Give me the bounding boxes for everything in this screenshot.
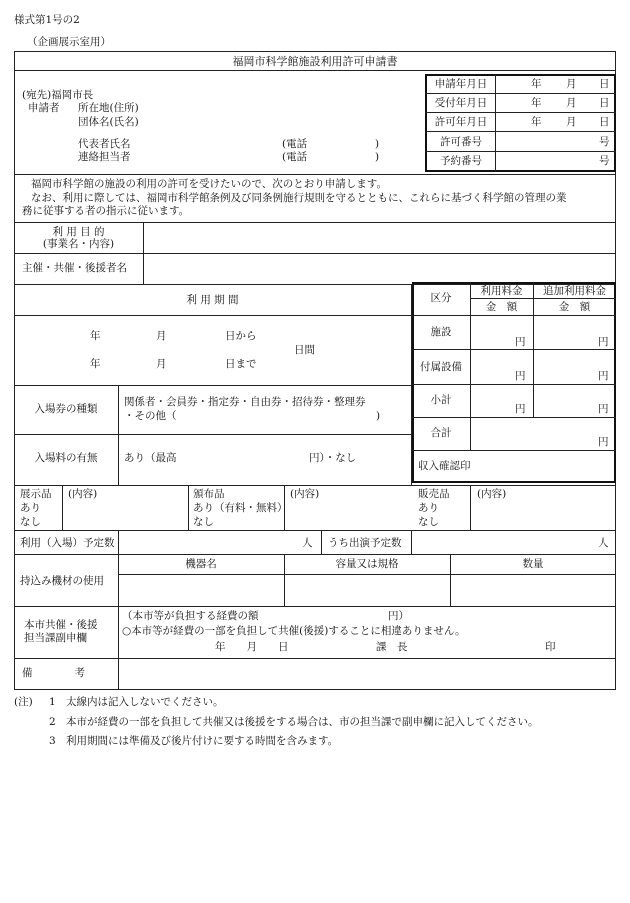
equipment-label: 持込み機材の使用 (20, 575, 104, 587)
facility-label: 施設 (430, 326, 452, 338)
day-unit: 日 (599, 78, 610, 90)
apply-date-label: 申請年月日 (434, 78, 488, 90)
ticket-type-label: 入場券の種類 (34, 403, 98, 415)
subtotal-label: 小計 (430, 394, 452, 406)
yen-unit: 円 (515, 370, 526, 382)
usage-fee-label: 利用料金 (480, 285, 523, 297)
sale-label: 販売品 (418, 488, 450, 500)
note-text: 利用期間には準備及び後片付けに要する時間を含みます。 (66, 735, 339, 747)
cosponsor-declaration: ○本市等が経費の一部を負担して共催(後援)することに相違ありません。 (122, 625, 466, 637)
applicant-label: 申請者 (28, 102, 60, 114)
ticket-fee-suffix: 円）・なし (309, 452, 357, 464)
exhibit-no: なし (20, 516, 41, 528)
month-unit: 月 (566, 97, 577, 109)
year-unit: 年 (531, 78, 542, 90)
yen-unit: 円 (598, 403, 609, 415)
additional-fee-label: 追加利用料金 (543, 285, 606, 297)
person-unit: 人 (302, 537, 313, 549)
month-unit: 月 (156, 330, 167, 342)
sale-content-label: (内容) (477, 488, 507, 500)
phone-label: (電話 (282, 138, 308, 150)
year-unit: 年 (90, 330, 101, 342)
sale-no: なし (418, 516, 439, 528)
from-label: 日から (225, 330, 257, 342)
month-unit: 月 (566, 116, 577, 128)
statement-line: 務に従事する者の指示に従います。 (22, 205, 190, 217)
permit-date-label: 許可年月日 (434, 116, 488, 128)
representative-label: 代表者氏名 (78, 138, 131, 150)
year-unit: 年 (90, 358, 101, 370)
note-number: 1 (49, 696, 56, 708)
year-unit: 年 (531, 116, 542, 128)
ticket-type-options: 関係者・会員券・指定券・自由券・招待券・整理券 (124, 396, 366, 408)
cosponsor-sublabel: 担当課副申欄 (24, 632, 87, 644)
ticket-fee-text: あり（最高 (124, 452, 177, 464)
yen-unit: 円 (515, 403, 526, 415)
receipt-date-label: 受付年月日 (434, 97, 488, 109)
receipt-stamp-label: 収入確認印 (418, 460, 471, 472)
yen-unit: 円 (598, 370, 609, 382)
address-label: 所在地(住所) (78, 102, 139, 114)
number-suffix: 号 (599, 136, 610, 148)
fee-category-label: 区分 (430, 292, 452, 304)
purpose-label: 利 用 目 的 (52, 226, 105, 238)
statement-line: なお、利用に際しては、福岡市科学館条例及び同条例施行規則を守るとともに、これらに基づく科学館の管理の業 (31, 192, 567, 204)
reservation-number-label: 予約番号 (440, 155, 482, 167)
quantity-header: 数量 (522, 558, 544, 570)
yen-unit: 円 (515, 336, 526, 348)
amount-label: 金 額 (558, 301, 591, 313)
org-name-label: 団体名(氏名) (78, 116, 139, 128)
distribution-content-label: (内容) (290, 488, 320, 500)
ticket-fee-label: 入場料の有無 (34, 452, 98, 464)
cosponsor-cost-text: （本市等が負担する経費の額 (122, 610, 259, 622)
number-suffix: 号 (599, 155, 610, 167)
seal-label: 印 (545, 641, 556, 653)
cosponsor-cost-close: 円） (388, 610, 409, 622)
phone-close: ) (375, 151, 380, 163)
day-unit: 日 (599, 116, 610, 128)
phone-label: (電話 (282, 151, 308, 163)
distribution-label: 頒布品 (193, 488, 225, 500)
form-number: 様式第1号の2 (14, 14, 80, 26)
distribution-no: なし (193, 516, 214, 528)
note-number: 2 (49, 716, 56, 728)
note-text: 本市が経費の一部を負担して共催又は後援をする場合は、市の担当課で副申欄に記入してください。 (66, 716, 539, 728)
exhibit-label: 展示品 (20, 488, 52, 500)
year-unit: 年 (531, 97, 542, 109)
capacity-header: 容量又は規格 (335, 558, 399, 570)
purpose-sublabel: (事業名・内容) (42, 238, 115, 250)
permit-number-label: 許可番号 (440, 136, 482, 148)
period-label: 利 用 期 間 (186, 294, 239, 306)
cosponsor-label: 本市共催・後援 (24, 619, 98, 631)
distribution-yes: あり（有料・無料） (193, 502, 288, 514)
exhibit-content-label: (内容) (68, 488, 98, 500)
sale-yes: あり (418, 502, 439, 514)
sponsor-label: 主催・共催・後援者名 (22, 262, 127, 274)
yen-unit: 円 (598, 436, 609, 448)
notes-label: (注) (14, 696, 33, 708)
days-label: 日間 (294, 344, 315, 356)
phone-close: ) (375, 138, 380, 150)
yen-unit: 円 (598, 336, 609, 348)
contact-person-label: 連絡担当者 (78, 151, 131, 163)
attendance-label: 利用（入場）予定数 (20, 537, 115, 549)
note-number: 3 (49, 735, 56, 747)
equipment-fee-label: 付属設備 (420, 361, 462, 373)
note-text: 太線内は記入しないでください。 (66, 696, 224, 708)
month-unit: 月 (156, 358, 167, 370)
amount-label: 金 額 (485, 301, 518, 313)
performer-count-label: うち出演予定数 (328, 537, 402, 549)
to-label: 日まで (225, 358, 257, 370)
remarks-label: 備 考 (22, 667, 85, 679)
total-label: 合計 (430, 427, 452, 439)
form-type: （企画展示室用） (27, 36, 111, 48)
section-chief-label: 課 長 (376, 641, 408, 653)
statement-line: 福岡市科学館の施設の利用の許可を受けたいので、次のとおり申請します。 (31, 178, 387, 190)
month-unit: 月 (566, 78, 577, 90)
exhibit-yes: あり (20, 502, 41, 514)
device-name-header: 機器名 (185, 558, 217, 570)
day-unit: 日 (599, 97, 610, 109)
person-unit: 人 (598, 537, 609, 549)
form-title: 福岡市科学館施設利用許可申請書 (232, 55, 398, 68)
ticket-type-close: ) (376, 410, 381, 422)
addressee: (宛先)福岡市長 (22, 89, 94, 101)
cosponsor-date: 年 月 日 (215, 641, 289, 653)
ticket-type-other: ・その他（ (124, 410, 177, 422)
